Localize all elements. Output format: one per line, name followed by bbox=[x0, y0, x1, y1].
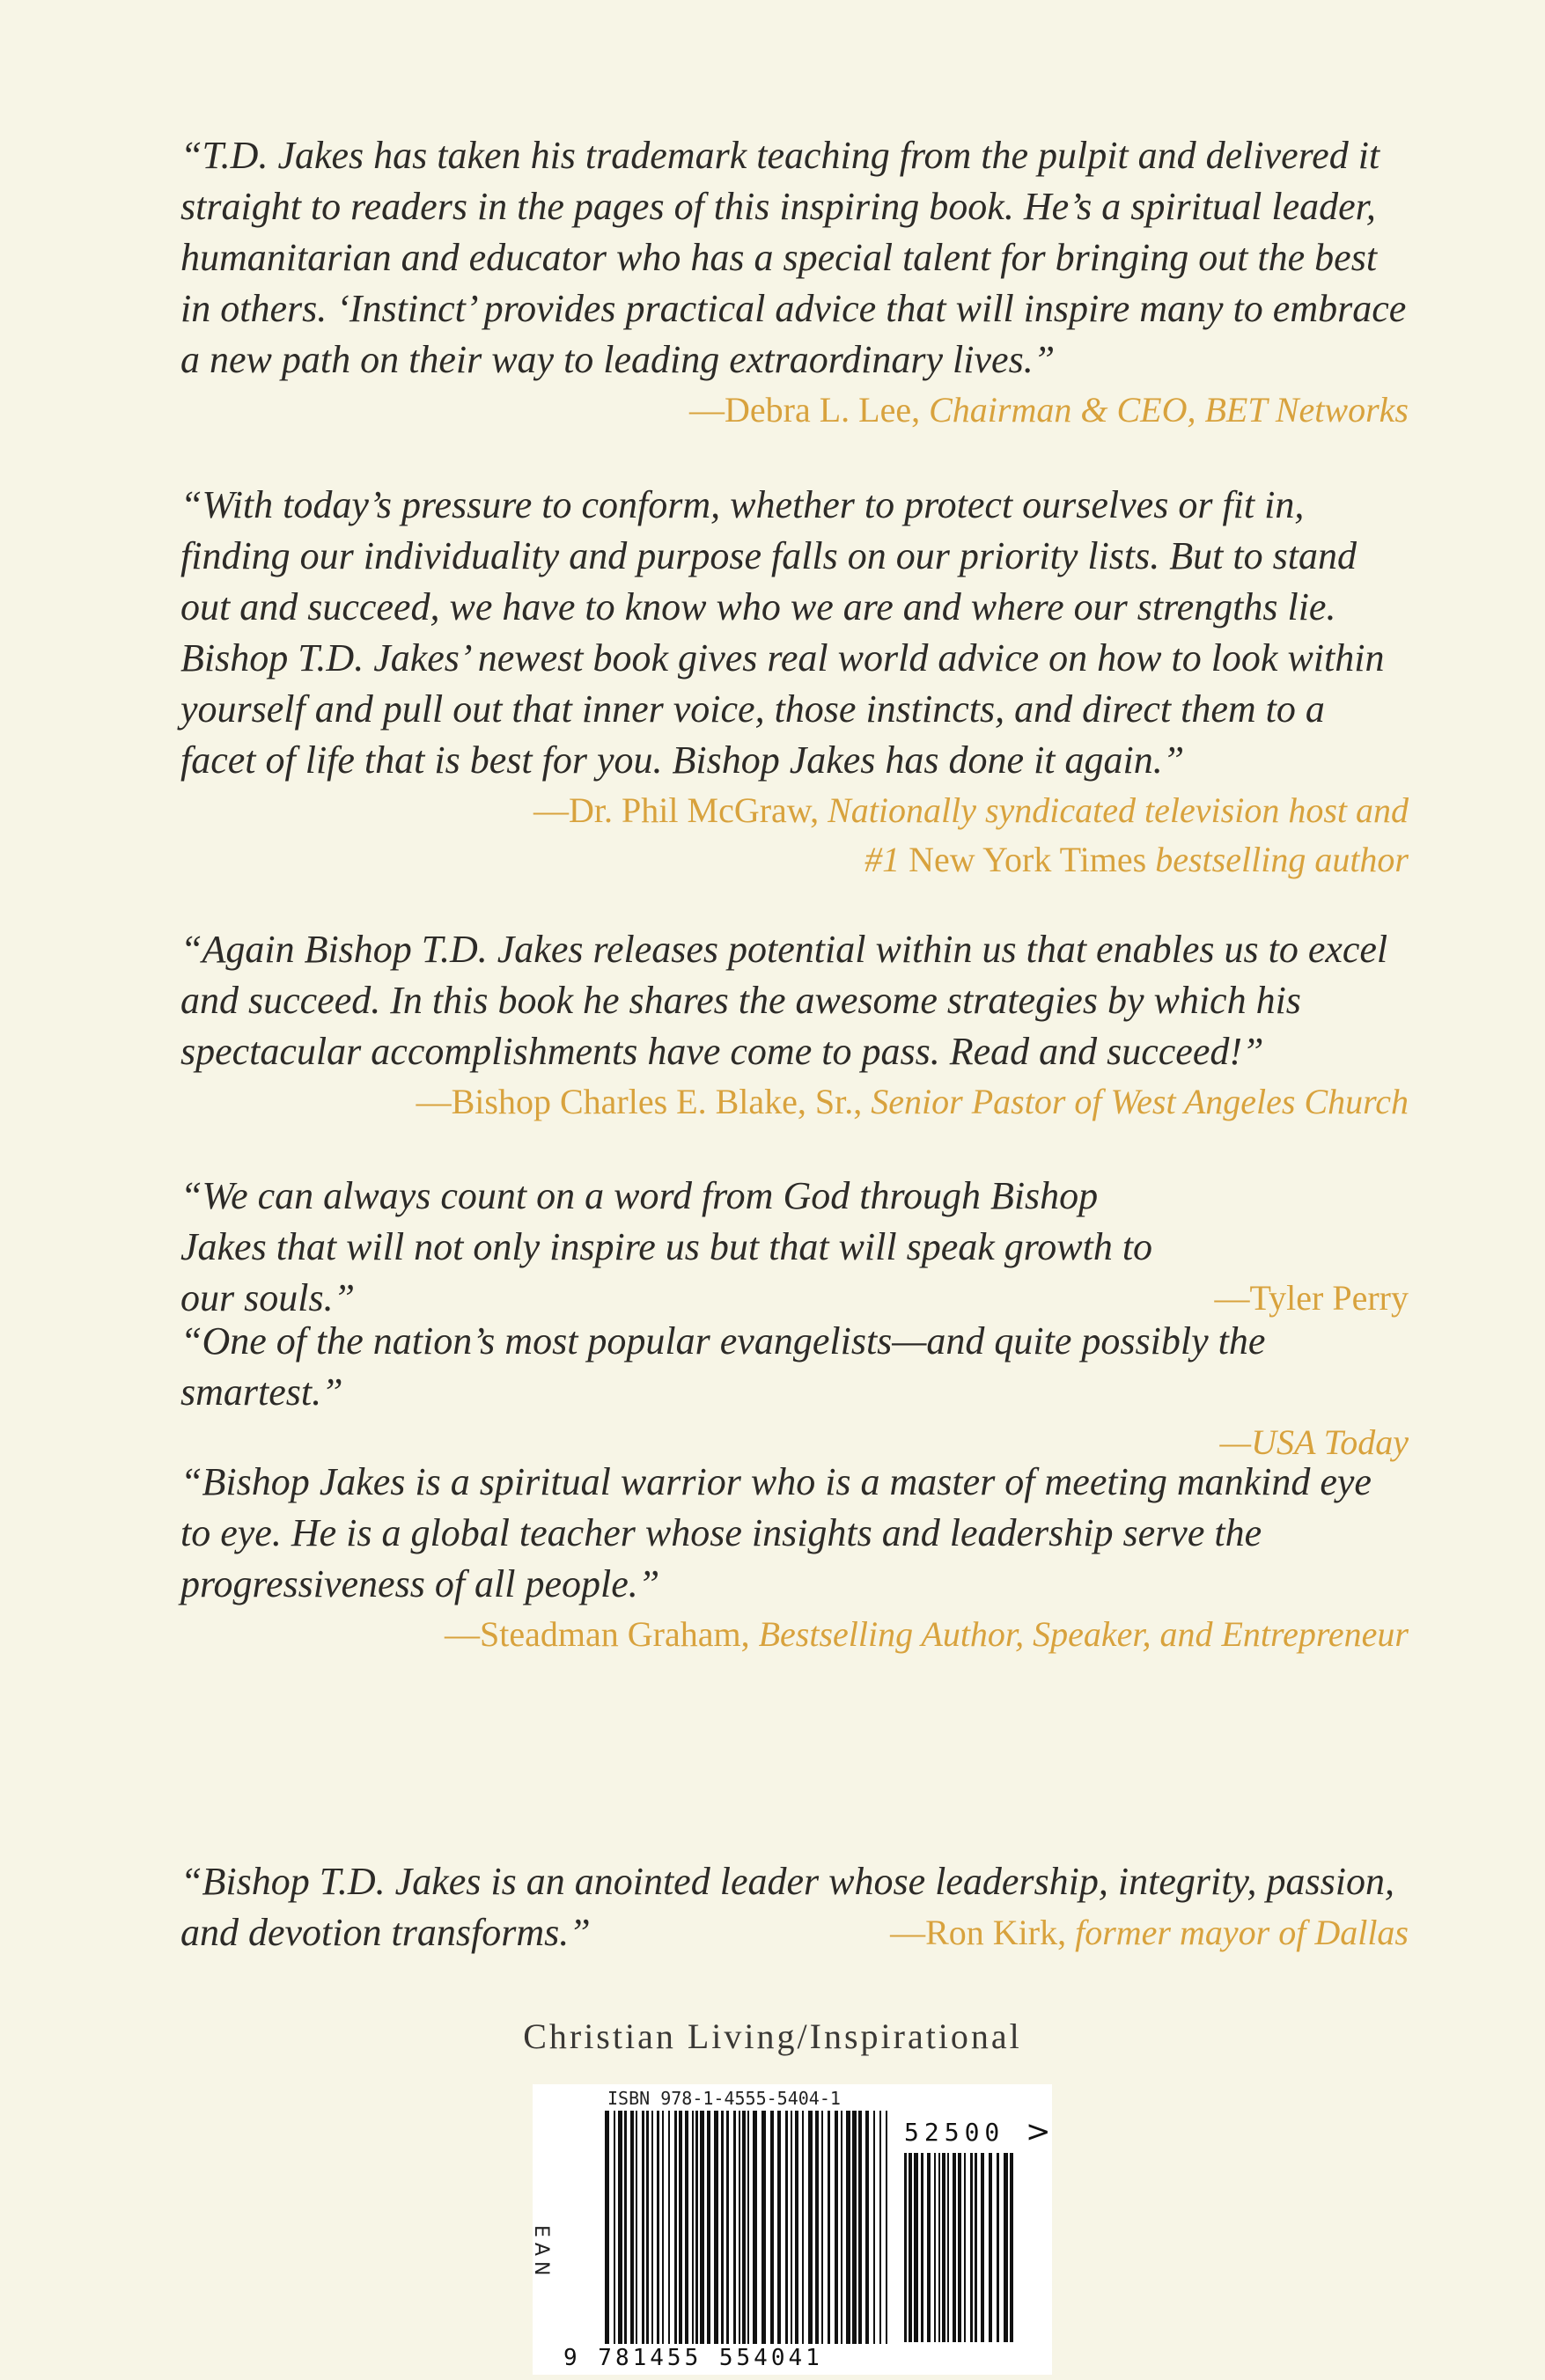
barcode-bar bbox=[852, 2111, 857, 2344]
barcode-bar bbox=[692, 2111, 694, 2344]
barcode-bar bbox=[642, 2111, 644, 2344]
blurb-attribution bbox=[890, 1907, 1409, 1958]
barcode-bar bbox=[873, 2111, 875, 2344]
barcode-bar bbox=[846, 2111, 850, 2344]
barcode-bar bbox=[938, 2153, 940, 2342]
blurb-quote: “Bishop T.D. Jakes is an anointed leader whose leadership, integrity, passion, and devotion transforms.” bbox=[180, 1860, 1394, 1954]
barcode-bar bbox=[753, 2111, 757, 2344]
barcode-bar bbox=[614, 2111, 615, 2344]
barcode-bar bbox=[975, 2153, 977, 2342]
ean-label: EAN bbox=[530, 2225, 552, 2281]
blurb-attribution bbox=[180, 1077, 1409, 1127]
barcode-bar bbox=[828, 2111, 830, 2344]
blurb-ron-kirk bbox=[180, 1856, 1409, 1958]
attribution-role: Bestselling Author, Speaker, and Entrepreneur bbox=[758, 1614, 1409, 1654]
barcode-bar bbox=[865, 2111, 869, 2344]
barcode-bar bbox=[841, 2111, 842, 2344]
attribution-publication: New York Times bbox=[909, 840, 1147, 879]
barcode-bar bbox=[934, 2153, 936, 2342]
barcode-bar bbox=[747, 2111, 749, 2344]
barcode-bar bbox=[785, 2111, 788, 2344]
ean-barcode bbox=[603, 2111, 894, 2344]
barcode-bar bbox=[791, 2111, 792, 2344]
blurb-tyler-perry bbox=[180, 1171, 1409, 1324]
barcode-bar bbox=[953, 2153, 956, 2342]
barcode-bar bbox=[651, 2111, 653, 2344]
barcode-bar bbox=[927, 2153, 931, 2342]
blurb-debra-lee bbox=[180, 130, 1409, 435]
barcode-bar bbox=[964, 2153, 966, 2342]
blurb-quote: “With today’s pressure to conform, whether to protect ourselves or fit in, finding our individuality and purpose falls on our priority lists. But to stand out and succeed, we have to know who we are and where our strengths lie. Bishop T.D. Jakes’ newest book gives real world advice on how to look within yourself and pull out that inner voice, those instincts, and direct them to a facet of life that is best for you. Bishop Jakes has done it again.” bbox=[180, 483, 1385, 782]
barcode-bar bbox=[777, 2111, 781, 2344]
barcode-bar bbox=[815, 2111, 819, 2344]
barcode-bar bbox=[914, 2153, 918, 2342]
barcode-bar bbox=[981, 2153, 984, 2342]
barcode-bar bbox=[700, 2111, 704, 2344]
barcode-bar bbox=[733, 2111, 736, 2344]
attribution-name: —Debra L. Lee, bbox=[689, 390, 921, 430]
barcode-bar bbox=[835, 2111, 838, 2344]
barcode-bar bbox=[726, 2111, 729, 2344]
price-arrow: > bbox=[1026, 2114, 1051, 2149]
barcode-bar bbox=[808, 2111, 813, 2344]
barcode-bar bbox=[1004, 2153, 1008, 2342]
price-code: 52500 bbox=[904, 2118, 1005, 2147]
barcode-bar bbox=[958, 2153, 961, 2342]
attribution-name: —Bishop Charles E. Blake, Sr., bbox=[416, 1082, 863, 1121]
barcode-bar bbox=[858, 2111, 862, 2344]
attribution-name: —Tyler Perry bbox=[1214, 1278, 1409, 1318]
barcode-bar bbox=[989, 2153, 992, 2342]
barcode-bar bbox=[662, 2111, 664, 2344]
barcode-bar bbox=[674, 2111, 677, 2344]
attribution-role: former mayor of Dallas bbox=[1075, 1913, 1409, 1952]
barcode-bar bbox=[707, 2111, 710, 2344]
barcode-bar bbox=[947, 2153, 949, 2342]
barcode-bar bbox=[679, 2111, 682, 2344]
barcode-bar bbox=[739, 2111, 740, 2344]
barcode-bar bbox=[795, 2111, 798, 2344]
barcode-bar bbox=[942, 2153, 945, 2342]
barcode-bar bbox=[886, 2111, 887, 2344]
barcode-bar bbox=[657, 2111, 659, 2344]
barcode-bar bbox=[695, 2111, 698, 2344]
price-barcode bbox=[902, 2153, 1017, 2342]
blurb-quote: “Again Bishop T.D. Jakes releases potential within us that enables us to excel and succeed. In this book he shares the awesome strategies by which his spectacular accomplishments have come to pass. Read and succeed!” bbox=[180, 928, 1388, 1073]
blurb-quote: “We can always count on a word from God through Bishop Jakes that will not only inspire us but that will speak growth to our souls.” bbox=[180, 1174, 1153, 1319]
blurb-usa-today bbox=[180, 1316, 1409, 1467]
barcode-bar bbox=[618, 2111, 622, 2344]
barcode-bar bbox=[630, 2111, 634, 2344]
barcode-bar bbox=[714, 2111, 718, 2344]
ean-digits: 9 781455 554041 bbox=[563, 2345, 823, 2371]
barcode-bar bbox=[770, 2111, 774, 2344]
book-category: Christian Living/Inspirational bbox=[523, 2016, 1022, 2056]
blurb-quote: “One of the nation’s most popular evangelists—and quite possibly the smartest.” bbox=[180, 1319, 1266, 1414]
barcode-area bbox=[530, 2084, 1052, 2375]
attribution-name: —Dr. Phil McGraw, bbox=[533, 790, 820, 830]
barcode-bar bbox=[668, 2111, 670, 2344]
attribution-role: Senior Pastor of West Angeles Church bbox=[871, 1082, 1409, 1121]
barcode-bar bbox=[685, 2111, 688, 2344]
barcode-bar bbox=[879, 2111, 881, 2344]
attribution-role: —USA Today bbox=[1219, 1422, 1409, 1462]
barcode-bar bbox=[997, 2153, 999, 2342]
barcode-bar bbox=[646, 2111, 649, 2344]
barcode-bar bbox=[970, 2153, 973, 2342]
barcode-bar bbox=[802, 2111, 804, 2344]
attribution-prefix: #1 bbox=[864, 840, 901, 879]
barcode-bar bbox=[624, 2111, 627, 2344]
barcode-bar bbox=[721, 2111, 724, 2344]
isbn-number: ISBN 978-1-4555-5404-1 bbox=[607, 2088, 841, 2109]
blurb-quote: “Bishop Jakes is a spiritual warrior who is a master of meeting mankind eye to eye. He is a global teacher whose insights and leadership serve the progressiveness of all people.” bbox=[180, 1460, 1372, 1605]
attribution-role: Chairman & CEO, BET Networks bbox=[929, 390, 1409, 430]
barcode-bar bbox=[605, 2111, 609, 2344]
barcode-bar bbox=[636, 2111, 637, 2344]
attribution-name: —Ron Kirk, bbox=[890, 1913, 1067, 1952]
barcode-bar bbox=[1010, 2153, 1013, 2342]
blurb-quote: “T.D. Jakes has taken his trademark teaching from the pulpit and delivered it straight to readers in the pages of this inspiring book. He’s a spiritual leader, humanitarian and educator who has a special talent for bringing out the best in others. ‘Instinct’ provides practical advice that will inspire many to embrace a new path on their way to leading extraordinary lives.” bbox=[180, 134, 1407, 381]
blurb-attribution bbox=[180, 786, 1409, 885]
barcode-bar bbox=[921, 2153, 923, 2342]
attribution-role: Nationally syndicated television host and bbox=[828, 790, 1409, 830]
blurb-charles-blake bbox=[180, 924, 1409, 1127]
blurb-attribution bbox=[180, 386, 1409, 435]
barcode-bar bbox=[761, 2111, 766, 2344]
attribution-role-2: bestselling author bbox=[1155, 840, 1409, 879]
barcode-bar bbox=[909, 2153, 912, 2342]
blurb-steadman-graham bbox=[180, 1457, 1409, 1659]
attribution-name: —Steadman Graham, bbox=[445, 1614, 750, 1654]
blurb-attribution bbox=[180, 1610, 1409, 1659]
barcode-bar bbox=[742, 2111, 746, 2344]
barcode-bar bbox=[821, 2111, 823, 2344]
blurb-phil-mcgraw bbox=[180, 480, 1409, 885]
barcode-bar bbox=[904, 2153, 907, 2342]
